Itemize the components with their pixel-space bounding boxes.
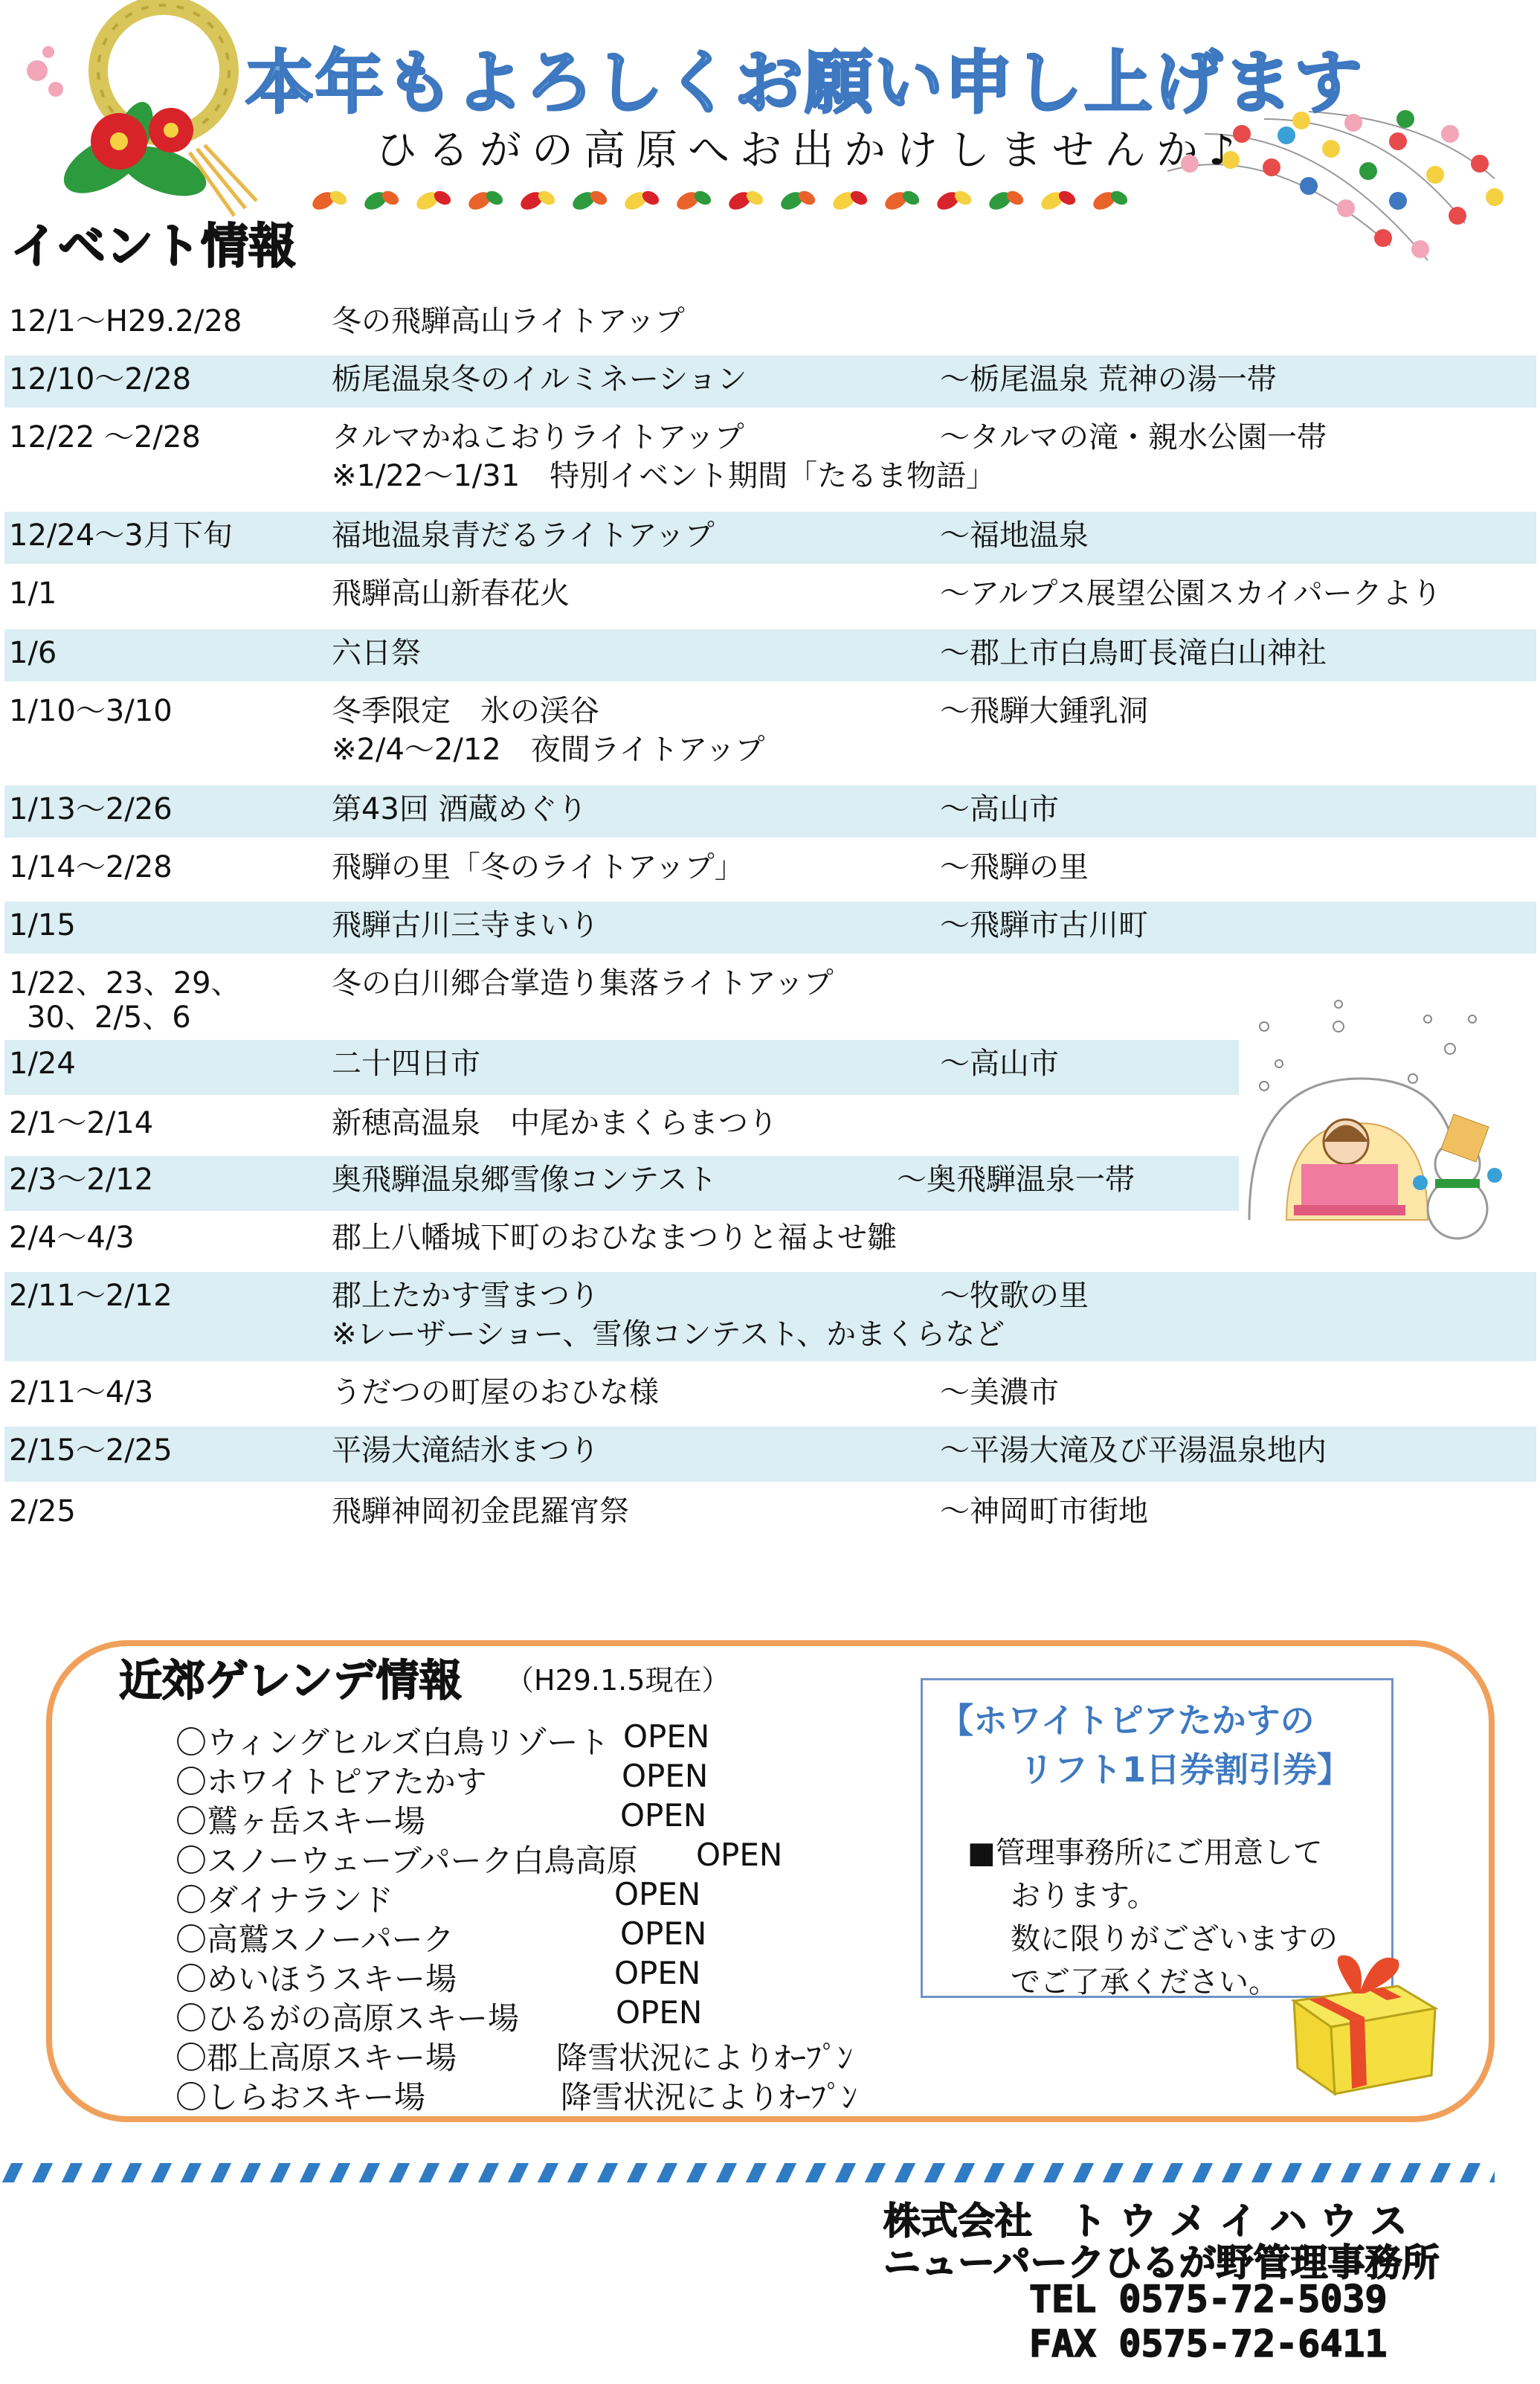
resort-name: 〇ひるがの高原スキー場 bbox=[175, 2000, 520, 2037]
event-name: うだつの町屋のおひな様 bbox=[332, 1375, 659, 1410]
event-name: 二十四日市 bbox=[332, 1047, 480, 1081]
resort-status: OPEN bbox=[696, 1837, 783, 1873]
coupon-text: おります。 bbox=[1011, 1879, 1157, 1913]
event-row bbox=[4, 687, 1536, 777]
event-date: 1/13～2/26 bbox=[9, 792, 173, 826]
coupon-title-line2: リフト1日券割引券】 bbox=[1019, 1750, 1352, 1790]
coupon-text: ■管理事務所にご用意して bbox=[967, 1836, 1323, 1870]
event-row bbox=[4, 785, 1536, 838]
event-name: 飛騨高山新春花火 bbox=[332, 576, 570, 611]
event-row bbox=[4, 298, 1536, 350]
event-place: ～アルプス展望公園スカイパークより bbox=[940, 576, 1442, 611]
resort-status: OPEN bbox=[620, 1915, 707, 1952]
event-name: 栃尾温泉冬のイルミネーション bbox=[332, 362, 747, 396]
event-date: 1/24 bbox=[9, 1047, 76, 1081]
event-place: ～飛騨市古川町 bbox=[940, 908, 1148, 942]
event-row bbox=[4, 356, 1536, 408]
event-row bbox=[4, 1040, 1239, 1095]
event-name: 奥飛騨温泉郷雪像コンテスト bbox=[332, 1163, 718, 1197]
event-name: タルマかねこおりライトアップ bbox=[332, 420, 744, 454]
event-date: 1/1 bbox=[9, 576, 57, 611]
resort-status: OPEN bbox=[622, 1758, 709, 1794]
kamakura-snowman-illustration bbox=[1234, 997, 1517, 1250]
fax-number: FAX 0575-72-6411 bbox=[1029, 2322, 1388, 2365]
event-date: 12/24～3月下旬 bbox=[9, 518, 233, 553]
new-year-wreath-illustration bbox=[22, 0, 268, 223]
event-place: ～平湯大滝及び平湯温泉地内 bbox=[940, 1433, 1327, 1468]
event-name: 冬の飛騨高山ライトアップ bbox=[332, 304, 685, 338]
event-row bbox=[4, 629, 1536, 681]
event-place: ～飛騨大鍾乳洞 bbox=[940, 694, 1148, 728]
greeting-subtitle: ひるがの高原へお出かけしませんか♪ bbox=[376, 126, 1246, 175]
resort-status: OPEN bbox=[614, 1955, 701, 1991]
event-date: 2/11～4/3 bbox=[9, 1375, 154, 1410]
resort-name: 〇ダイナランド bbox=[175, 1882, 394, 1918]
event-place: ～神岡町市街地 bbox=[940, 1494, 1148, 1529]
office-name: ニューパークひるが野管理事務所 bbox=[883, 2241, 1440, 2284]
event-name: 福地温泉青だるライトアップ bbox=[332, 518, 715, 553]
ski-heading: 近郊ゲレンデ情報 bbox=[119, 1655, 463, 1706]
resort-name: 〇ウィングヒルズ白鳥リゾート bbox=[175, 1724, 610, 1761]
greeting-title: 本年もよろしくお願い申し上げます bbox=[245, 43, 1365, 123]
ski-as-of-date: （H29.1.5現在） bbox=[506, 1664, 730, 1697]
event-name: 郡上たかす雪まつり bbox=[332, 1279, 599, 1313]
event-row bbox=[4, 1272, 1536, 1361]
company-name: 株式会社 ト ウ メ イ ハ ウ ス bbox=[883, 2200, 1408, 2243]
event-name: 六日祭 bbox=[332, 636, 421, 670]
resort-status: OPEN bbox=[623, 1718, 710, 1755]
event-date: 12/22 ～2/28 bbox=[9, 420, 201, 454]
event-date: 2/1～2/14 bbox=[9, 1106, 154, 1140]
decorative-stripe bbox=[0, 2159, 1495, 2187]
event-date: 2/11～2/12 bbox=[9, 1279, 173, 1313]
coupon-text: でご了承ください。 bbox=[1011, 1965, 1278, 1999]
coupon-text: 数に限りがございますの bbox=[1011, 1922, 1338, 1956]
event-place: ～郡上市白鳥町長滝白山神社 bbox=[940, 636, 1327, 670]
event-place: ～奥飛騨温泉一帯 bbox=[897, 1163, 1135, 1197]
event-row bbox=[4, 902, 1536, 954]
phone-number: TEL 0575-72-5039 bbox=[1029, 2278, 1388, 2321]
event-place: ～タルマの滝・親水公園一帯 bbox=[940, 420, 1327, 454]
event-date: 2/25 bbox=[9, 1494, 76, 1529]
resort-status: 降雪状況によりｵｰﾌﾟﾝ bbox=[561, 2079, 858, 2115]
resort-name: 〇鷲ヶ岳スキー場 bbox=[175, 1803, 426, 1840]
resort-status: OPEN bbox=[616, 1994, 703, 2031]
event-name: 平湯大滝結氷まつり bbox=[332, 1433, 599, 1468]
event-place: ～牧歌の里 bbox=[940, 1279, 1089, 1313]
resort-name: 〇ホワイトピアたかす bbox=[175, 1764, 487, 1800]
event-row bbox=[4, 1156, 1239, 1211]
event-note: ※2/4～2/12 夜間ライトアップ bbox=[332, 733, 765, 767]
event-place: ～高山市 bbox=[940, 1047, 1059, 1081]
resort-name: 〇スノーウェーブパーク白鳥高原 bbox=[175, 1842, 638, 1879]
event-name: 飛騨の里「冬のライトアップ」 bbox=[332, 850, 744, 884]
event-row bbox=[4, 512, 1536, 564]
event-note: ※レーザーショー、雪像コンテスト、かまくらなど bbox=[332, 1317, 1005, 1352]
event-name: 飛騨神岡初金毘羅宵祭 bbox=[332, 1494, 629, 1529]
event-row bbox=[4, 844, 1536, 896]
resort-status: OPEN bbox=[614, 1876, 701, 1912]
event-place: ～飛騨の里 bbox=[940, 850, 1089, 884]
event-row bbox=[4, 1488, 1536, 1543]
event-date: 1/14～2/28 bbox=[9, 850, 173, 884]
event-row bbox=[4, 414, 1536, 503]
event-date: 12/1～H29.2/28 bbox=[9, 304, 242, 338]
resort-name: 〇めいほうスキー場 bbox=[175, 1961, 457, 1997]
events-heading: イベント情報 bbox=[10, 219, 296, 274]
event-name: 第43回 酒蔵めぐり bbox=[332, 792, 587, 826]
autumn-leaves-border bbox=[301, 179, 1164, 223]
event-name: 郡上八幡城下町のおひなまつりと福よせ雛 bbox=[332, 1221, 897, 1255]
event-row bbox=[4, 1427, 1536, 1482]
resort-status: 降雪状況によりｵｰﾌﾟﾝ bbox=[556, 2040, 854, 2076]
event-date: 1/22、23、29、 bbox=[9, 966, 241, 1000]
event-note: ※1/22～1/31 特別イベント期間「たるま物語」 bbox=[332, 459, 996, 493]
event-date: 1/6 bbox=[9, 636, 57, 670]
event-date: 1/10～3/10 bbox=[9, 694, 173, 728]
event-name: 冬季限定 氷の渓谷 bbox=[332, 694, 599, 728]
event-date: 2/4～4/3 bbox=[9, 1221, 135, 1255]
event-name: 飛騨古川三寺まいり bbox=[332, 908, 599, 942]
event-place: ～美濃市 bbox=[940, 1375, 1059, 1410]
event-date: 2/3～2/12 bbox=[9, 1163, 154, 1197]
resort-name: 〇郡上高原スキー場 bbox=[175, 2040, 457, 2076]
coupon-title: 【ホワイトピアたかすの bbox=[939, 1700, 1315, 1741]
event-date: 12/10～2/28 bbox=[9, 362, 192, 396]
event-place: ～栃尾温泉 荒神の湯一帯 bbox=[940, 362, 1277, 396]
gift-box-icon bbox=[1279, 1941, 1450, 2098]
resort-name: 〇しらおスキー場 bbox=[175, 2079, 426, 2115]
event-date: 1/15 bbox=[9, 908, 76, 942]
event-row bbox=[4, 570, 1536, 622]
resort-name: 〇高鷲スノーパーク bbox=[175, 1921, 454, 1958]
event-row bbox=[4, 1369, 1536, 1421]
event-place: ～福地温泉 bbox=[940, 518, 1089, 553]
event-name: 冬の白川郷合掌造り集落ライトアップ bbox=[332, 966, 834, 1000]
event-date-continued: 30、2/5、6 bbox=[27, 1000, 191, 1035]
resort-status: OPEN bbox=[620, 1797, 707, 1834]
event-name: 新穂高温泉 中尾かまくらまつり bbox=[332, 1106, 778, 1140]
event-date: 2/15～2/25 bbox=[9, 1433, 173, 1468]
event-place: ～高山市 bbox=[940, 792, 1059, 826]
